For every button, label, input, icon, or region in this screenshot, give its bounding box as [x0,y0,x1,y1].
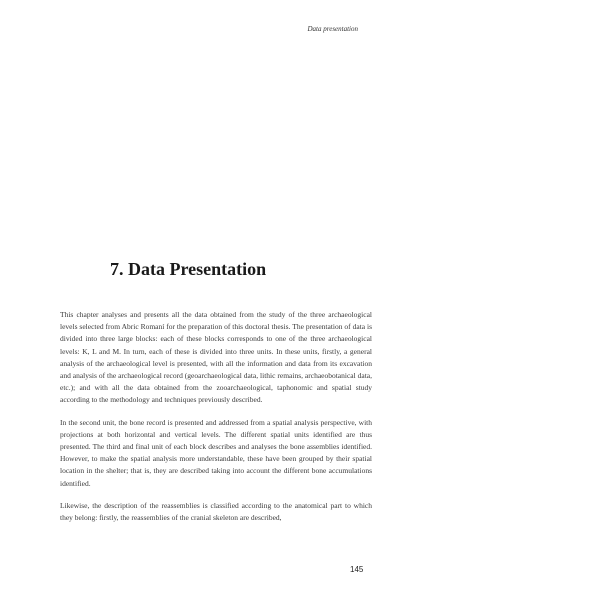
paragraph: In the second unit, the bone record is presented and addressed from a spatial analysis perspective, with projections at both horizontal and vertical levels. The different spatial units identified are thus presented. The third and final unit of each block describes and analyses the bone assemblies identified. However, to make the spatial analysis more understandable, these have been grouped by their spatial location in the shelter; that is, they are described taking into account the different bone accumulations identified. [60,417,372,488]
paragraph: This chapter analyses and presents all the data obtained from the study of the three archaeological levels selected from Abric Romaní for the preparation of this doctoral thesis. The presentation of data is divided into three large blocks: each of these blocks corresponds to one of the three archaeological levels: K, L and M. In turn, each of these is divided into three units. In these units, firstly, a general analysis of the archaeological level is presented, with all the information and data from its excavation and analysis of the archaeological record (geoarchaeological data, lithic remains, archaeobotanical data, etc.); and with all the data obtained from the zooarchaeological, taphonomic and spatial study according to the methodology and techniques previously described. [60,310,372,405]
body-text [60,309,372,534]
running-header: Data presentation [307,25,358,33]
paragraph: Likewise, the description of the reassemblies is classified according to the anatomical part to which they belong: firstly, the reassemblies of the cranial skeleton are described, [60,500,372,523]
chapter-title: 7. Data Presentation [110,259,267,279]
page-number: 145 [350,565,364,574]
